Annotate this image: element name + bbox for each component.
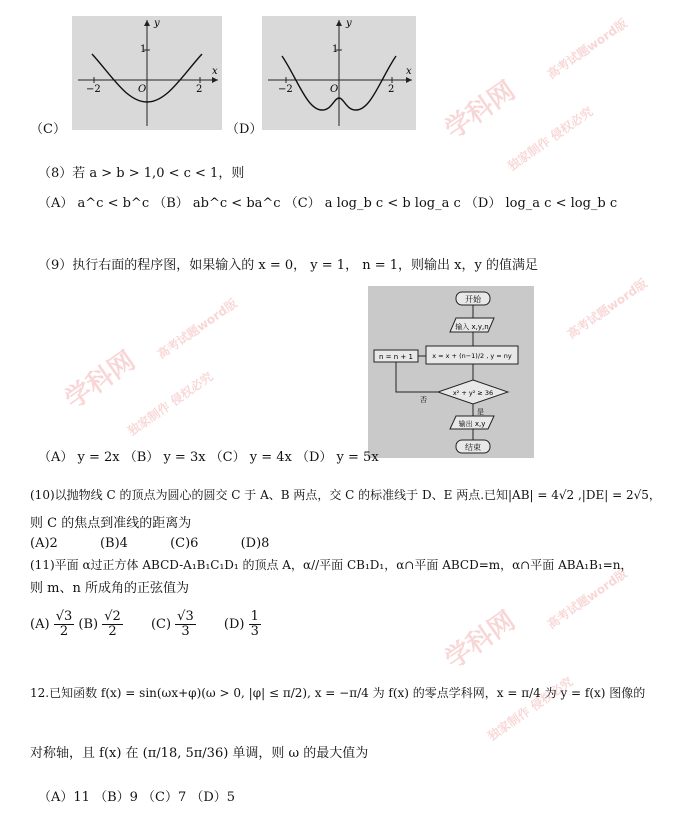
q10-option-c: (C)6 bbox=[170, 536, 199, 551]
tick-label: 1 bbox=[332, 44, 339, 55]
flow-end: 结束 bbox=[465, 443, 481, 452]
frac-num: √3 bbox=[55, 609, 73, 624]
q8-stem: （8）若 a > b > 1,0 < c < 1，则 bbox=[38, 166, 245, 181]
frac-num: √2 bbox=[104, 609, 121, 624]
q9-stem: （9）执行右面的程序图，如果输入的 x = 0， y = 1， n = 1，则输出 x，y 的值满足 bbox=[38, 258, 538, 273]
frac-num: 1 bbox=[250, 609, 259, 624]
q10-options bbox=[30, 536, 275, 551]
q10-option-a: (A)2 bbox=[30, 536, 58, 551]
q11-stem-2: 则 m、n 所成角的正弦值为 bbox=[30, 581, 189, 596]
watermark-text: 独家制作 侵权必究 bbox=[125, 369, 216, 439]
watermark-text: 高考试题word版 bbox=[154, 296, 240, 362]
q11-option-d bbox=[223, 609, 261, 639]
q10-option-d: (D)8 bbox=[240, 536, 270, 551]
q11-options bbox=[30, 610, 261, 638]
option-label: (A) bbox=[30, 616, 50, 632]
q11-option-a bbox=[30, 609, 78, 639]
flow-yes: 是 bbox=[477, 408, 484, 416]
option-label: (C) bbox=[150, 616, 172, 632]
option-label: (D) bbox=[223, 616, 245, 632]
q12-options: （A）11 （B）9 （C）7 （D）5 bbox=[38, 790, 236, 805]
watermark-text: 高考试题word版 bbox=[544, 16, 630, 82]
frac-den: 2 bbox=[108, 623, 117, 639]
origin-label: O bbox=[330, 84, 339, 95]
q11-stem: (11)平面 α过正方体 ABCD-A₁B₁C₁D₁ 的顶点 A，α//平面 CB₁D₁，α∩平面 ABCD=m，α∩平面 ABA₁B₁=n， bbox=[30, 558, 633, 572]
option-d-label: （D） bbox=[226, 122, 263, 137]
tick-label: −2 bbox=[86, 84, 101, 95]
q9-options: （A） y = 2x （B） y = 3x （C） y = 4x （D） y = 5x bbox=[38, 450, 379, 465]
flow-output: 输出 x,y bbox=[458, 420, 486, 428]
flow-condition: x² + y² ≥ 36 bbox=[452, 389, 494, 397]
flow-start: 开始 bbox=[465, 295, 481, 304]
tick-label: −2 bbox=[278, 84, 293, 95]
q8-options: （A） a^c < b^c （B） ab^c < ba^c （C） a log_b c < b log_a c （D） log_a c < log_b c bbox=[38, 196, 618, 211]
q12-stem: 12.已知函数 f(x) = sin(ωx+φ)(ω > 0, |φ| ≤ π/2), x = −π/4 为 f(x) 的零点学科网，x = π/4 为 y = f(x) 图像的 bbox=[30, 686, 646, 700]
tick-label: 1 bbox=[140, 44, 147, 55]
flowchart bbox=[368, 286, 534, 458]
frac-den: 2 bbox=[59, 623, 69, 639]
graph-c bbox=[72, 16, 222, 130]
flow-loop: n = n + 1 bbox=[379, 353, 413, 361]
axis-x-label: x bbox=[212, 66, 218, 77]
tick-label: 2 bbox=[196, 84, 203, 95]
q10-stem: (10)以抛物线 C 的顶点为圆心的圆交 C 于 A、B 两点，交 C 的标准线于 D、E 两点.已知|AB| = 4√2 ,|DE| = 2√5， bbox=[30, 488, 661, 502]
flow-assign: x = x + (n−1)/2 , y = ny bbox=[432, 352, 512, 360]
watermark-text: 高考试题word版 bbox=[564, 276, 650, 342]
watermark-text: 高考试题word版 bbox=[544, 566, 630, 632]
q11-option-c bbox=[150, 609, 200, 639]
option-label: (B) bbox=[78, 616, 99, 632]
origin-label: O bbox=[138, 84, 147, 95]
watermark-logo: 学科网 bbox=[439, 75, 521, 146]
axis-x-label: x bbox=[406, 66, 412, 77]
axis-y-label: y bbox=[346, 18, 352, 29]
graph-d bbox=[262, 16, 416, 130]
axis-y-label: y bbox=[154, 18, 160, 29]
q10-stem-2: 则 C 的焦点到准线的距离为 bbox=[30, 516, 192, 531]
frac-den: 3 bbox=[181, 623, 190, 639]
flow-no: 否 bbox=[420, 396, 427, 404]
q11-option-b bbox=[78, 609, 127, 639]
flow-input: 输入 x,y,n bbox=[455, 323, 489, 331]
watermark-text: 独家制作 侵权必究 bbox=[505, 104, 596, 174]
option-c-label: （C） bbox=[30, 122, 66, 137]
watermark-logo: 学科网 bbox=[439, 605, 521, 676]
q10-option-b: (B)4 bbox=[99, 536, 128, 551]
frac-num: √3 bbox=[177, 609, 194, 624]
tick-label: 2 bbox=[388, 84, 395, 95]
watermark-text: 独家制作 侵权必究 bbox=[485, 674, 576, 744]
q12-stem-2: 对称轴，且 f(x) 在 (π/18, 5π/36) 单调，则 ω 的最大值为 bbox=[30, 746, 369, 761]
frac-den: 3 bbox=[250, 623, 259, 639]
watermark-logo: 学科网 bbox=[59, 345, 141, 416]
